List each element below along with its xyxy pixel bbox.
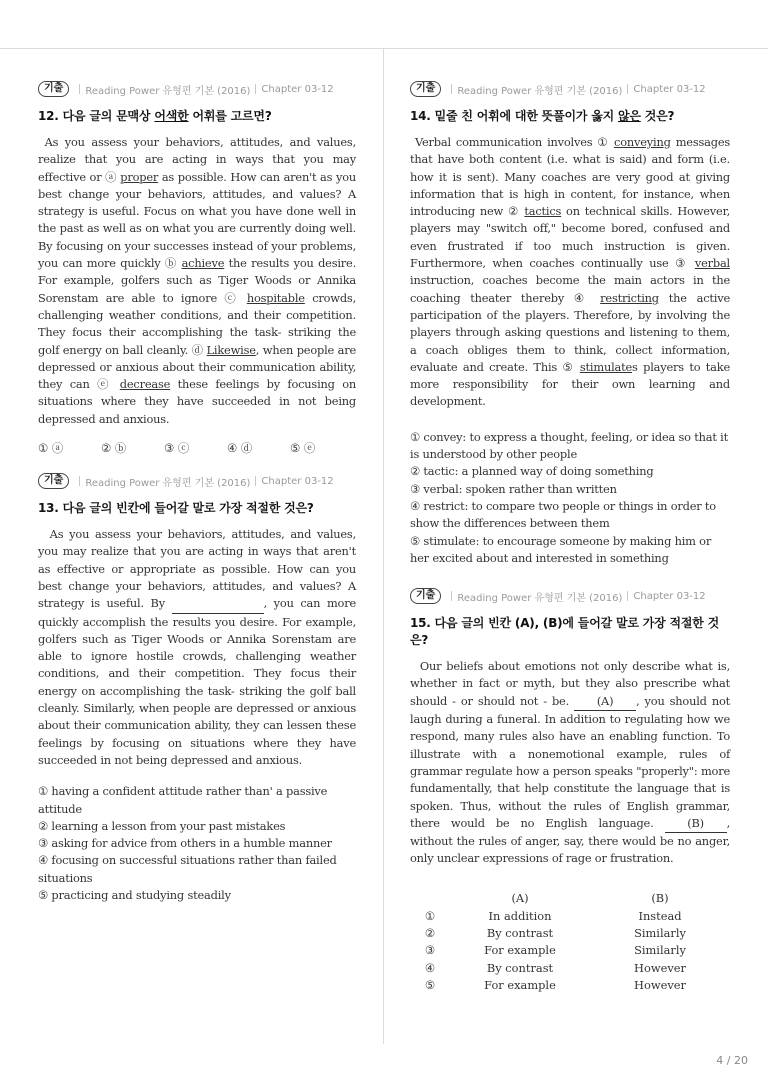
blank-b: (B) <box>665 815 727 833</box>
passage-text: As you assess your behaviors, attitudes, and values, realize that you are acting in ways that you may effective or ⓐ <box>38 135 356 184</box>
meta-separator <box>451 591 452 601</box>
answer-choices <box>38 440 356 456</box>
chapter-label: Chapter 03-12 <box>633 590 706 602</box>
option-b: Instead <box>638 908 682 923</box>
passage <box>410 658 730 868</box>
underlined-word: hospitable <box>246 290 305 305</box>
passage-text: , you should not laugh during a funeral. In addition to regulating how we respond, many rules also have an enabling function. To illustrate with a nonemotional example, rules of grammar regulate how a person speaks "properly": more fundamentally, that help constitute the language that is spoken. Thus, without the rules of English grammar, there would be no English language. <box>410 693 730 830</box>
answer-choice[interactable]: ⑤ ⓔ <box>290 441 316 456</box>
answer-table-row[interactable] <box>410 959 730 976</box>
table-header-cell: (A) <box>511 891 529 906</box>
title-underlined: 어색한 <box>154 109 189 123</box>
meta-separator <box>255 476 256 486</box>
answer-options <box>38 783 356 904</box>
meta-separator <box>79 476 80 486</box>
answer-option[interactable]: ① having a confident attitude rather than' a passive attitude <box>38 784 328 816</box>
question-title <box>410 107 730 124</box>
page-number: 4 / 20 <box>716 1054 748 1067</box>
underlined-word: decrease <box>119 377 171 392</box>
meta-separator <box>79 84 80 94</box>
option-b: However <box>634 960 686 975</box>
answer-table-header <box>410 890 730 907</box>
answer-choice[interactable]: ④ ⓓ <box>227 441 253 456</box>
source-label: Reading Power 유형편 기본 (2016) <box>85 477 251 489</box>
underlined-word: proper <box>120 169 159 184</box>
answer-options <box>410 429 730 567</box>
underlined-word: verbal <box>694 256 730 271</box>
source-label: Reading Power 유형편 기본 (2016) <box>457 592 623 604</box>
answer-table-row[interactable] <box>410 976 730 993</box>
blank-a: (A) <box>574 693 636 711</box>
answer-option[interactable]: ⑤ practicing and studying steadily <box>38 887 231 902</box>
chapter-label: Chapter 03-12 <box>633 83 706 95</box>
option-a: For example <box>484 977 556 992</box>
question-meta <box>410 587 730 605</box>
top-rule <box>0 48 768 49</box>
passage-text: the results you desire. For example, golfers such as Tiger Woods or Annika Sorenstam are able to ignore ⓒ <box>38 256 356 305</box>
passage-text: Verbal communication involves ① <box>415 135 615 149</box>
question-meta <box>38 472 356 490</box>
passage-text: the active participation of the players. Therefore, by involving the players through asking questions and listening to them, a coach obliges them to think, collect information, evaluate and create. This ⑤ <box>410 290 730 374</box>
passage <box>38 526 356 769</box>
meta-separator <box>627 591 628 601</box>
question-title: 15. 다음 글의 빈칸 (A), (B)에 들어갈 말로 가장 적절한 것은? <box>410 616 720 648</box>
underlined-word: stimulate <box>579 359 633 374</box>
question-title: 13. 다음 글의 빈칸에 들어갈 말로 가장 적절한 것은? <box>38 501 314 516</box>
answer-choice[interactable]: ① ⓐ <box>38 441 64 456</box>
question-14 <box>410 80 730 567</box>
option-b: Similarly <box>634 925 686 940</box>
answer-choice[interactable]: ② ⓑ <box>101 441 127 456</box>
answer-table <box>410 890 730 994</box>
right-column <box>410 80 730 993</box>
column-divider <box>383 49 384 1044</box>
passage-text: instruction, coaches become the main actors in the coaching theater thereby ④ <box>410 273 730 305</box>
question-13 <box>38 472 356 904</box>
passage-text: , you can more quickly accomplish the results you desire. For example, golfers such as Tiger Woods or Annika Sorenstam are able to ignore hostile crowds, challenging weather conditions, and their competition. They focus their energy on accomplishing the task- striking the golf ball cleanly. Similarly, when people are depressed or anxious about their communication ability, they can lessen these feelings by focusing on situations where they have succeeded in not being depressed and anxious. <box>38 596 356 767</box>
answer-option[interactable]: ④ focusing on successful situations rather than failed situations <box>38 853 337 885</box>
passage <box>410 134 730 411</box>
underlined-word: achieve <box>181 256 225 271</box>
option-number: ③ <box>424 943 436 958</box>
underlined-word: tactics <box>524 204 562 219</box>
source-label: Reading Power 유형편 기본 (2016) <box>85 85 251 97</box>
option-b: However <box>634 977 686 992</box>
exam-badge: 기출 <box>38 473 69 489</box>
answer-option[interactable]: ② learning a lesson from your past mistakes <box>38 818 286 833</box>
title-underlined: 않은 <box>618 109 641 123</box>
option-number: ⑤ <box>424 977 436 992</box>
answer-option[interactable]: ③ asking for advice from others in a humble manner <box>38 836 332 851</box>
passage-text: these feelings by focusing on situations where they have succeeded in not being depressed and anxious. <box>38 377 356 426</box>
passage-text: crowds, challenging weather conditions, and their competition. They focus their accomplishing the task- striking the golf energy on ball cleanly. ⓓ <box>38 290 356 357</box>
passage-text: as possible. How can aren't as you best change your behaviors, attitudes, and values? A strategy is useful. Focus on what you have done well in the past as well as on what you are currently doing well. By focusing on your successes instead of your problems, you can more quickly ⓑ <box>38 169 356 271</box>
answer-option[interactable]: ④ restrict: to compare two people or things in order to show the differences between them <box>410 498 716 531</box>
answer-table-row[interactable] <box>410 942 730 959</box>
underlined-word: Likewise <box>206 342 256 357</box>
table-header-cell: (B) <box>651 891 669 906</box>
option-a: In addition <box>488 908 552 923</box>
passage-text: s players to take more responsibility for their own learning and development. <box>410 359 730 409</box>
answer-table-row[interactable] <box>410 924 730 941</box>
meta-separator <box>627 84 628 94</box>
option-number: ④ <box>424 960 436 975</box>
source-label: Reading Power 유형편 기본 (2016) <box>457 85 623 97</box>
answer-option[interactable]: ② tactic: a planned way of doing something <box>410 464 654 479</box>
meta-separator <box>451 84 452 94</box>
question-meta <box>410 80 730 98</box>
question-title <box>38 107 356 124</box>
question-meta <box>38 80 356 98</box>
title-text: 12. 다음 글의 문맥상 <box>38 109 155 123</box>
blank <box>172 595 264 613</box>
answer-option[interactable]: ⑤ stimulate: to encourage someone by making him or her excited about and interested in something <box>410 533 712 565</box>
option-a: For example <box>484 943 556 958</box>
left-column <box>38 80 356 904</box>
chapter-label: Chapter 03-12 <box>261 475 334 487</box>
title-text: 것은? <box>640 109 675 123</box>
option-a: By contrast <box>486 960 554 975</box>
passage-text: As you assess your behaviors, attitudes, and values, you may realize that you are acting in ways that aren't as effective or appropriate as possible. How can you best change your behaviors, attitudes, and values? A strategy is useful. By <box>38 527 356 611</box>
option-number: ② <box>424 925 436 940</box>
answer-option[interactable]: ① convey: to express a thought, feeling, or idea so that it is understood by other people <box>410 429 728 462</box>
answer-choice[interactable]: ③ ⓒ <box>164 441 190 456</box>
answer-table-row[interactable] <box>410 907 730 924</box>
table-header-cell <box>410 890 450 907</box>
passage-text: Our beliefs about emotions not only describe what is, whether in fact or myth, but they also prescribe what should - or should not - be. <box>410 659 731 708</box>
chapter-label: Chapter 03-12 <box>261 83 334 95</box>
exam-badge: 기출 <box>38 81 69 97</box>
passage <box>38 134 356 428</box>
meta-separator <box>255 84 256 94</box>
option-a: By contrast <box>486 925 554 940</box>
option-b: Similarly <box>634 943 686 958</box>
exam-badge: 기출 <box>410 81 441 97</box>
underlined-word: restricting <box>600 290 659 305</box>
title-text: 어휘를 고르면? <box>188 109 272 123</box>
title-text: 14. 밑줄 친 어휘에 대한 뜻풀이가 옳지 <box>410 109 618 123</box>
passage-text: on technical skills. However, players may "switch off," become bored, confused and even frustrated if too much instruction is given. Furthermore, when coaches continually use ③ <box>410 204 730 271</box>
question-12 <box>38 80 356 456</box>
option-number: ① <box>424 908 436 923</box>
passage-text: messages that have both content (i.e. what is said) and form (i.e. how it is sent). Many coaches are very good at giving information that is high in content, for instance, when introducing new ② <box>410 135 730 219</box>
passage-text: , without the rules of anger, say, there would be no anger, only unclear expressions of rage or frustration. <box>410 815 730 866</box>
answer-option[interactable]: ③ verbal: spoken rather than written <box>410 481 617 496</box>
passage-text: , when people are depressed or anxious about their communication ability, they can ⓔ <box>38 342 356 392</box>
question-15 <box>410 587 730 993</box>
exam-badge: 기출 <box>410 588 441 604</box>
underlined-word: conveying <box>614 135 671 149</box>
